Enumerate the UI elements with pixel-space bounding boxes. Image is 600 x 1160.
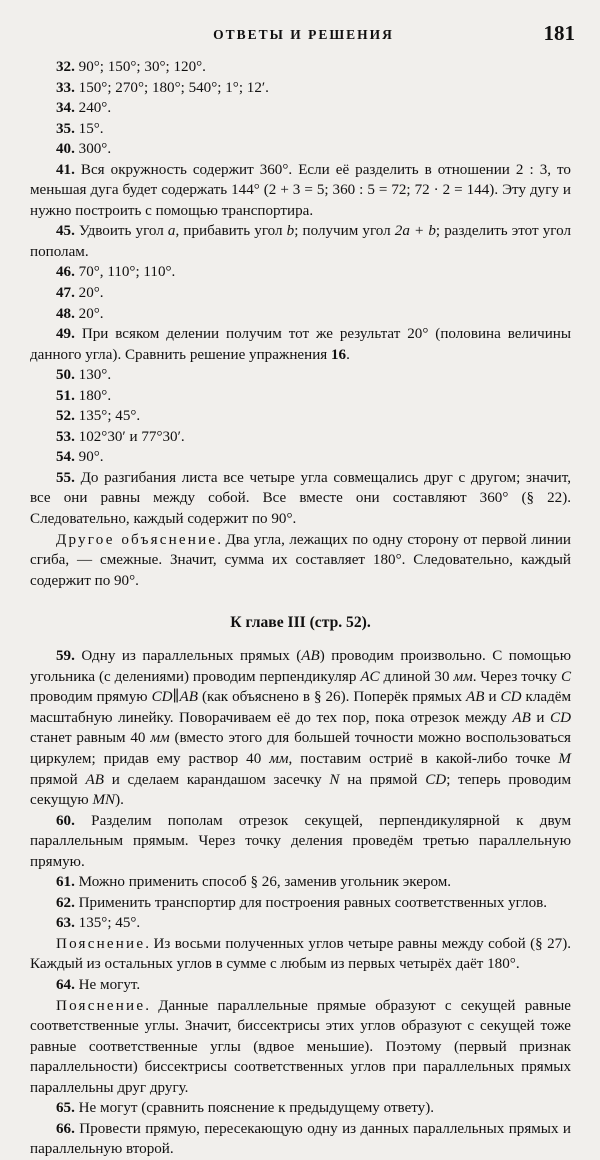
answer-text: , поставим остриё в какой-либо точке: [288, 750, 559, 767]
explanation-label: Пояснение: [56, 935, 146, 952]
page-body: [30, 57, 571, 1160]
answer-number: 34.: [56, 100, 75, 117]
answer-text: 150°; 270°; 180°; 540°; 1°; 12′.: [78, 79, 269, 96]
answer-text: (как объяснено в § 26). Поперёк прямых: [197, 689, 466, 706]
answer-number: 52.: [56, 408, 75, 425]
answer-text: 90°.: [78, 449, 104, 466]
answer-text: При всяком делении получим тот же результат 20° (половина величины данного угла). Сравнить решение упражнения: [30, 326, 571, 363]
answer-text: 180°.: [78, 387, 112, 404]
answer-number: 49.: [56, 326, 75, 343]
geometry-label: CD: [425, 771, 447, 788]
answer-number: 33.: [56, 79, 75, 96]
answer-item: [30, 386, 571, 407]
answer-text: 240°.: [78, 100, 112, 117]
other-explanation-text: . Два угла, лежащих по одну сторону от первой линии сгиба, — смежные. Значит, сумма их составляет 180°. Следовательно, каждый содержит по 90°.: [30, 531, 571, 589]
math-expression: 2a + b: [394, 223, 436, 240]
geometry-label: C: [560, 668, 572, 685]
answer-text: Не могут.: [78, 976, 141, 993]
answer-number: 60.: [56, 812, 75, 829]
answer-text: 130°.: [78, 367, 112, 384]
answer-item: [30, 78, 571, 99]
answer-text: проводим прямую: [30, 689, 152, 706]
answer-text: ).: [115, 792, 124, 809]
geometry-label: AB: [179, 689, 198, 706]
answer-number: 48.: [56, 305, 75, 322]
answer-text: и: [530, 709, 551, 726]
answer-text: , прибавить угол: [175, 223, 287, 240]
answer-number: 64.: [56, 976, 75, 993]
math-variable: a: [167, 223, 176, 240]
answer-item: [30, 365, 571, 386]
answer-item: [30, 811, 571, 873]
geometry-label: M: [558, 750, 571, 767]
answer-text: До разгибания листа все четыре угла совмещались друг с другом; значит, все они равны между собой. Все вместе они составляют 360° (§ 22). Следовательно, каждый содержит по 90°.: [30, 469, 571, 528]
geometry-label: N: [329, 771, 340, 788]
unit-label: мм: [150, 730, 170, 747]
answer-number: 41.: [56, 161, 75, 178]
answer-item: [30, 872, 571, 893]
answer-text: Разделим пополам отрезок секущей, перпендикулярной к двум параллельным прямым. Через точку деления проведём третью параллельную прямую.: [30, 812, 571, 870]
explanation-text: . Из восьми полученных углов четыре равны между собой (§ 27). Каждый из остальных углов в сумме с любым из первых четырёх даёт 180°.: [30, 935, 571, 973]
geometry-label: AB: [85, 771, 104, 788]
answer-item: [30, 57, 571, 78]
spacer: [30, 633, 571, 646]
answer-text: 20°.: [78, 285, 104, 302]
geometry-label: AC: [360, 668, 380, 685]
answer-item: [30, 221, 571, 262]
answer-item: [30, 913, 571, 934]
running-head-title: ОТВЕТЫ И РЕШЕНИЯ: [213, 27, 394, 42]
answer-item: [30, 646, 571, 810]
answer-number: 53.: [56, 428, 75, 445]
answer-text: на прямой: [339, 771, 426, 788]
explanation-text: . Данные параллельные прямые образуют с секущей равные соответственные углы. Значит, биссектрисы этих углов образуют с секущей тоже равные соответственные углы (вдвое меньшие). Поэтому (первый признак параллельности) биссектрисы соответственных углов при параллельных прямых параллельны друг другу.: [30, 997, 571, 1096]
page-number: 181: [543, 21, 575, 45]
answer-number: 59.: [56, 648, 75, 665]
answer-text: 135°; 45°.: [78, 408, 141, 425]
chapter-heading: К главе III (стр. 52).: [230, 614, 371, 632]
answer-text: ; теперь проводим секущую: [30, 771, 572, 809]
math-variable: b: [286, 223, 295, 240]
answer-text: 135°; 45°.: [78, 915, 141, 932]
answer-item: [30, 139, 571, 160]
running-head: [30, 21, 575, 48]
answer-item: [30, 1119, 571, 1160]
answer-text: и: [484, 689, 501, 706]
answer-number: 62.: [56, 894, 75, 911]
geometry-label: CD: [550, 709, 571, 726]
unit-label: мм: [269, 750, 289, 767]
answer-text: .: [346, 346, 350, 363]
answer-text: Провести прямую, пересекающую одну из данных параллельных прямых и параллельную второй.: [30, 1120, 571, 1158]
answer-number: 65.: [56, 1100, 75, 1117]
geometry-label: AB: [466, 689, 485, 706]
geometry-label: CD: [500, 689, 522, 706]
answer-text: ; разделить этот угол пополам.: [30, 223, 571, 260]
answer-number: 47.: [56, 285, 75, 302]
answer-text: (вместо этого для большей точности можно воспользоваться циркулем; придав ему раствор 40: [30, 730, 572, 767]
geometry-label: CD: [151, 689, 173, 706]
explanation-label: Пояснение: [56, 997, 146, 1014]
answer-text: Одну из параллельных прямых (: [81, 648, 302, 665]
answer-number: 46.: [56, 264, 75, 281]
answer-text: 300°.: [78, 141, 112, 158]
answer-number: 63.: [56, 915, 75, 932]
answer-item: [30, 1098, 571, 1119]
other-explanation: [30, 530, 571, 592]
answer-number: 66.: [56, 1120, 75, 1137]
answer-text: Применить транспортир для построения равных соответственных углов.: [78, 894, 548, 911]
answer-text: . Через точку: [472, 668, 561, 685]
explanation: [30, 934, 571, 975]
explanation: [30, 996, 571, 1099]
answer-text: прямой: [30, 771, 86, 788]
answer-item: [30, 160, 571, 222]
answer-text: 70°, 110°; 110°.: [78, 264, 176, 281]
answer-text: Можно применить способ § 26, заменив угольник экером.: [78, 874, 452, 891]
answer-text: 90°; 150°; 30°; 120°.: [78, 59, 206, 75]
answer-item: [30, 324, 571, 365]
answer-item: [30, 975, 571, 996]
answer-number: 32.: [56, 59, 75, 75]
answer-text: кладём масштабную линейку. Поворачиваем её до тех пор, пока отрезок между: [30, 689, 571, 726]
answer-item: [30, 119, 571, 140]
answer-number: 61.: [56, 874, 75, 891]
answer-number: 54.: [56, 449, 75, 466]
answer-item: [30, 447, 571, 468]
answer-text: и сделаем карандашом засечку: [103, 771, 330, 788]
answer-item: [30, 893, 571, 914]
answer-text: Не могут (сравнить пояснение к предыдущему ответу).: [78, 1100, 435, 1117]
unit-label: мм: [453, 668, 473, 685]
answer-text: 102°30′ и 77°30′.: [78, 428, 185, 445]
exercise-reference: 16: [330, 346, 347, 363]
geometry-label: AB: [301, 648, 320, 665]
geometry-label: AB: [512, 709, 531, 726]
answer-number: 50.: [56, 367, 75, 384]
answer-number: 40.: [56, 141, 75, 158]
answer-item: [30, 427, 571, 448]
answer-item: [30, 468, 571, 530]
answer-number: 35.: [56, 120, 75, 137]
answer-item: [30, 406, 571, 427]
answer-number: 55.: [56, 469, 75, 486]
answer-text: Вся окружность содержит 360°. Если её разделить в отношении 2 : 3, то меньшая дуга будет содержать 144° (2 + 3 = 5; 360 : 5 = 72; 72 · 2 = 144). Эту дугу и нужно построить с помощью транспортира.: [30, 161, 571, 219]
answer-text: ; получим угол: [294, 223, 395, 240]
answer-item: [30, 98, 571, 119]
answer-item: [30, 262, 571, 283]
parallel-symbol: ∥: [172, 689, 180, 706]
answer-text: 20°.: [78, 305, 104, 322]
answer-number: 45.: [56, 223, 75, 240]
other-explanation-label: Другое объяснение: [56, 531, 218, 548]
answer-text: ) проводим произвольно. С помощью угольника (с делениями) проводим перпендикуляр: [30, 648, 571, 685]
answer-number: 51.: [56, 387, 75, 404]
spacer: [30, 591, 571, 613]
answer-text: длиной 30: [379, 668, 454, 685]
answer-text: станет равным 40: [30, 730, 151, 747]
answer-item: [30, 283, 571, 304]
answer-item: [30, 304, 571, 325]
answer-text: Удвоить угол: [79, 223, 168, 240]
geometry-label: MN: [92, 792, 116, 809]
answer-text: 15°.: [78, 120, 104, 137]
